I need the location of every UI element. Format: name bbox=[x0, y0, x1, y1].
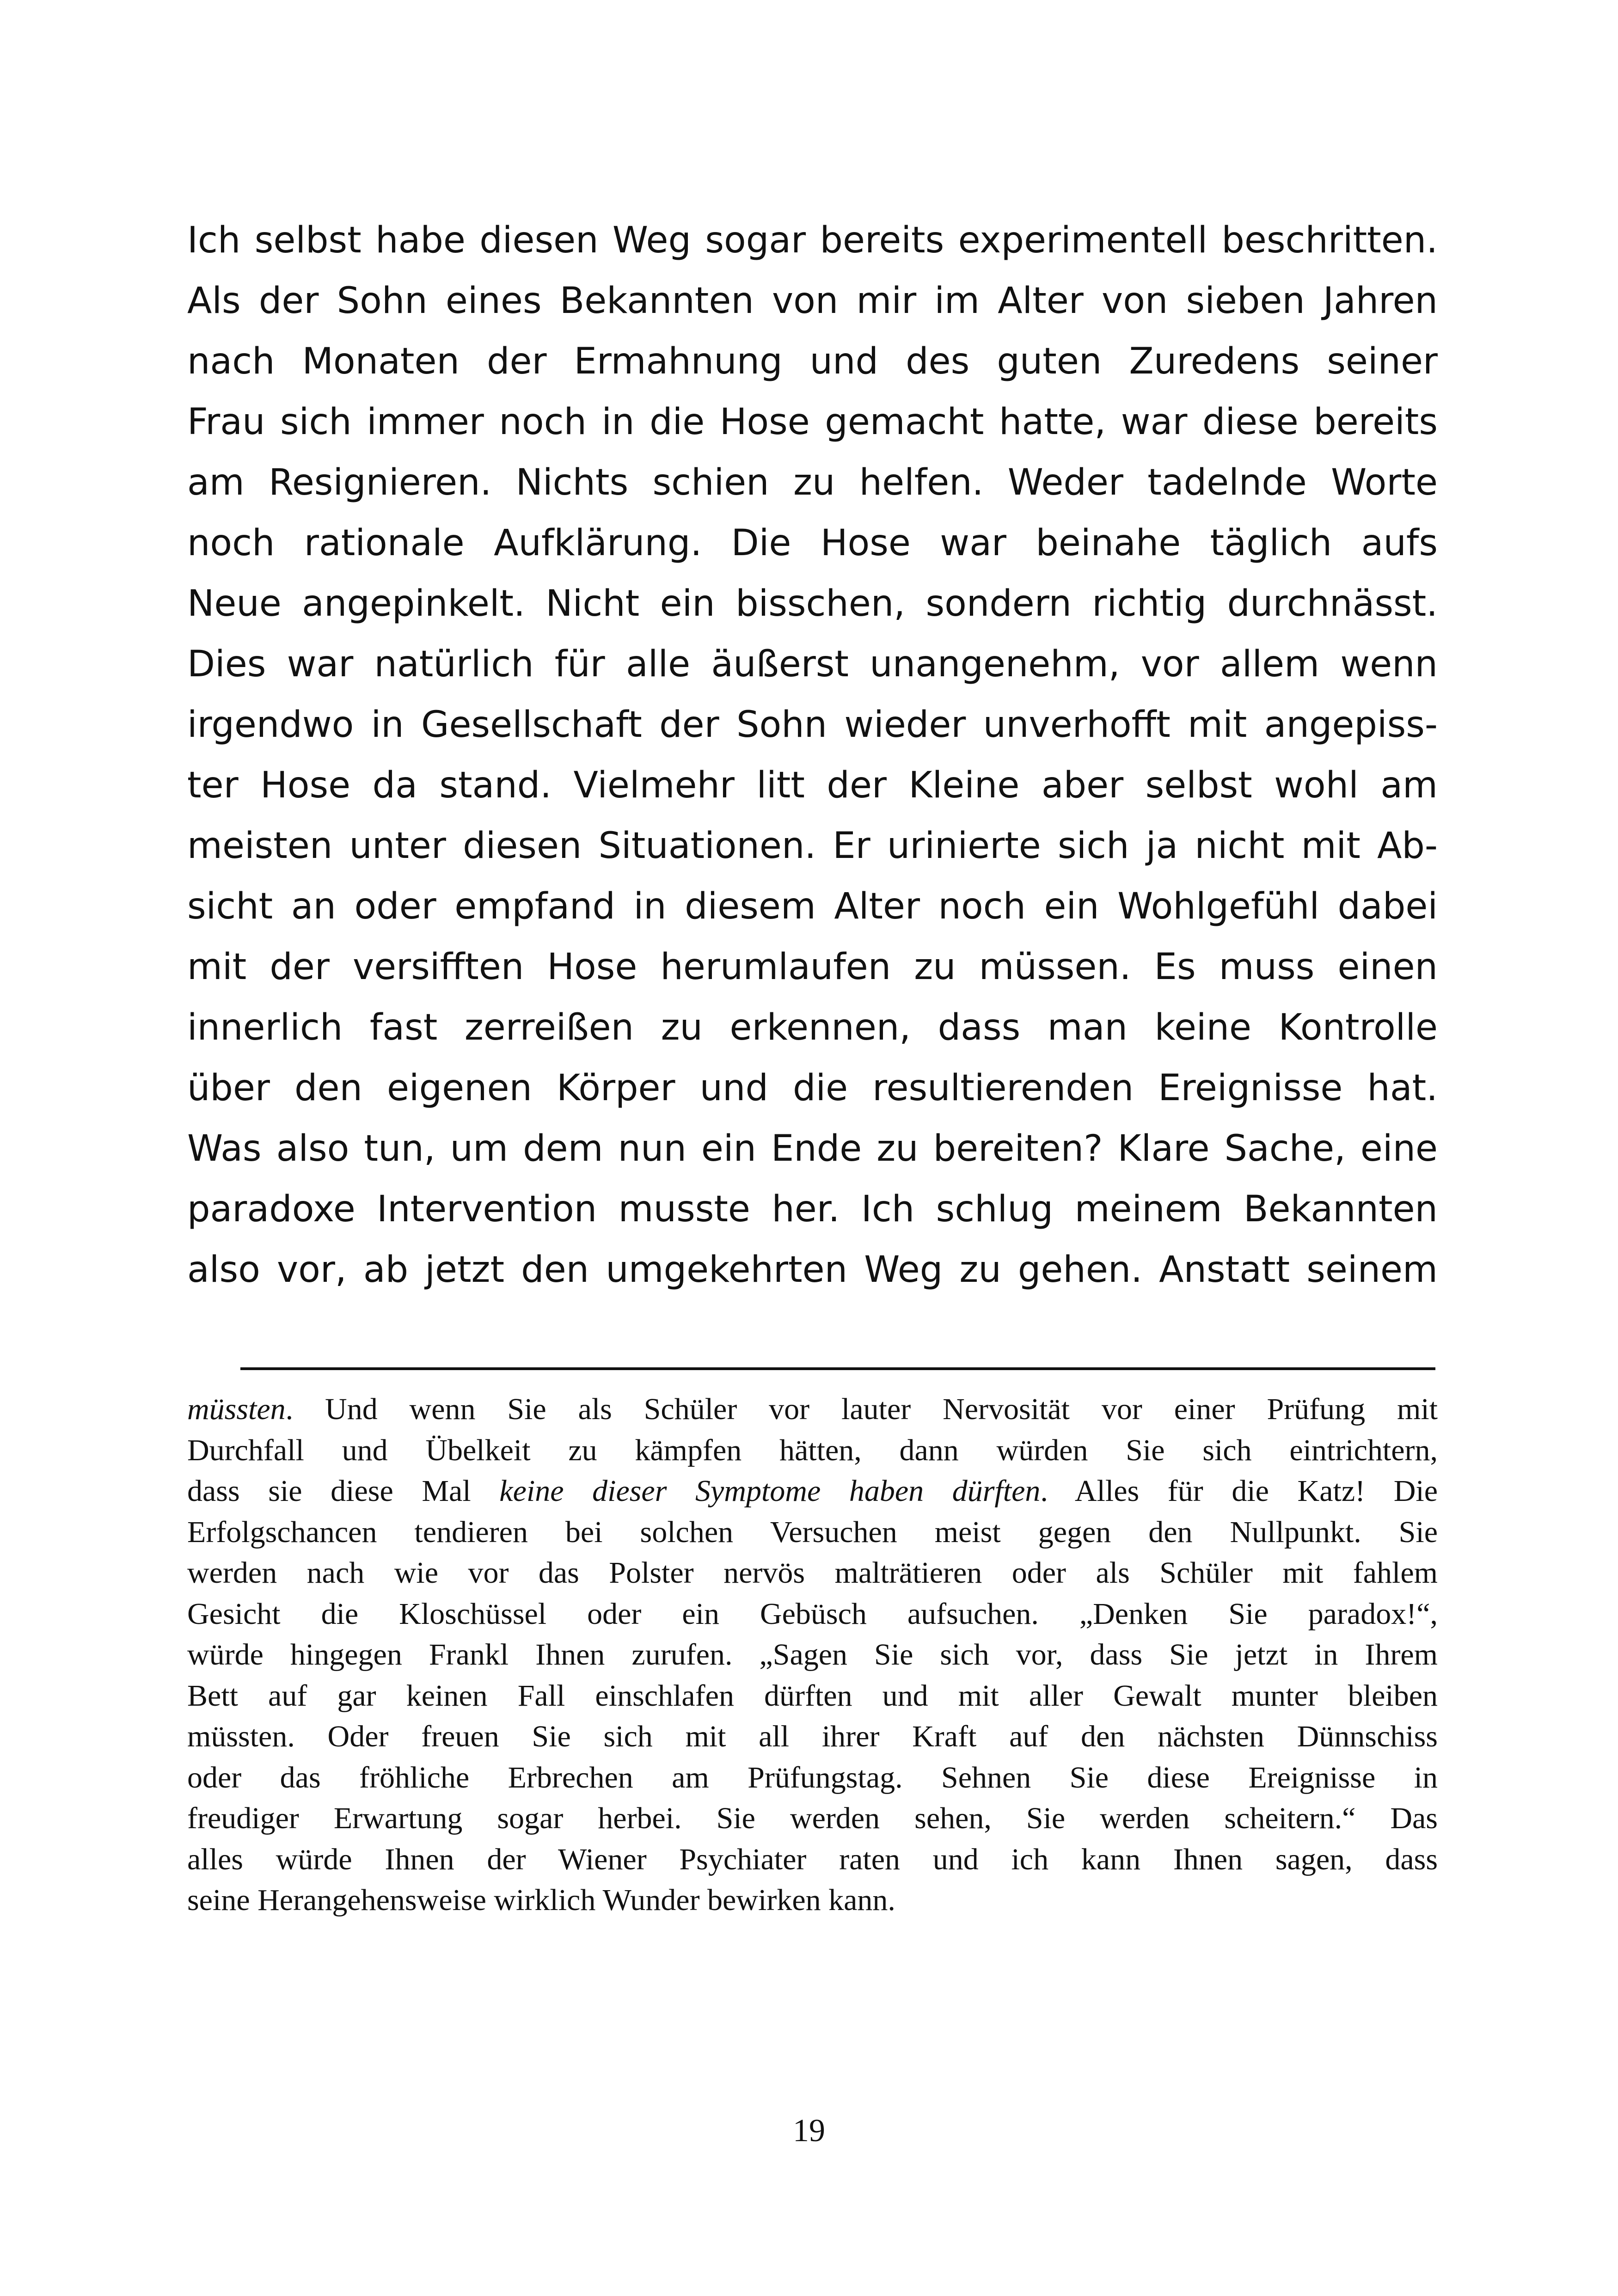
text-line: am Resignieren. Nichts schien zu helfen. Weder tadelnde Worte bbox=[187, 462, 1438, 503]
footnote-line: Erfolgschancen tendieren bei solchen Versuchen meist gegen den Nullpunkt. Sie bbox=[187, 1515, 1438, 1549]
page-number: 19 bbox=[793, 2113, 825, 2149]
footnote-emphasis: keine dieser Symptome haben dürften bbox=[499, 1474, 1041, 1508]
text-line: Ich selbst habe diesen Weg sogar bereits experimentell beschritten. bbox=[187, 220, 1438, 261]
text-line: also vor, ab jetzt den umgekehrten Weg zu gehen. Anstatt seinem bbox=[187, 1249, 1438, 1291]
footnote-line: Durchfall und Übelkeit zu kämpfen hätten, dann würden Sie sich eintrichtern, bbox=[187, 1433, 1438, 1467]
text-line: noch rationale Aufklärung. Die Hose war beinahe täglich aufs bbox=[187, 522, 1438, 564]
main-text bbox=[187, 210, 1438, 1300]
footnote-line: Bett auf gar keinen Fall einschlafen dürften und mit aller Gewalt munter bleiben bbox=[187, 1678, 1438, 1713]
footnote-divider bbox=[240, 1367, 1435, 1370]
footnote-line: dass sie diese Mal keine dieser Symptome haben dürften. Alles für die Katz! Die bbox=[187, 1474, 1438, 1508]
footnote-line: alles würde Ihnen der Wiener Psychiater raten und ich kann Ihnen sagen, dass bbox=[187, 1842, 1438, 1876]
footnote-line: oder das fröhliche Erbrechen am Prüfungstag. Sehnen Sie diese Ereignisse in bbox=[187, 1760, 1438, 1794]
text-line: irgendwo in Gesellschaft der Sohn wieder unverhofft mit angepiss- bbox=[187, 704, 1438, 746]
footnote-line: müssten. Und wenn Sie als Schüler vor lauter Nervosität vor einer Prüfung mit bbox=[187, 1392, 1438, 1426]
text-line: nach Monaten der Ermahnung und des guten Zuredens seiner bbox=[187, 341, 1438, 382]
text-line: ter Hose da stand. Vielmehr litt der Kleine aber selbst wohl am bbox=[187, 765, 1438, 806]
footnote-emphasis: müssten bbox=[187, 1392, 286, 1426]
footnote-line: seine Herangehensweise wirklich Wunder bewirken kann. bbox=[187, 1883, 895, 1917]
footnote-line: würde hingegen Frankl Ihnen zurufen. „Sagen Sie sich vor, dass Sie jetzt in Ihrem bbox=[187, 1638, 1438, 1671]
footnote bbox=[187, 1389, 1438, 1921]
text-line: mit der versifften Hose herumlaufen zu müssen. Es muss einen bbox=[187, 946, 1438, 988]
text-line: Was also tun, um dem nun ein Ende zu bereiten? Klare Sache, eine bbox=[187, 1128, 1438, 1169]
text-line: Neue angepinkelt. Nicht ein bisschen, sondern richtig durchnässt. bbox=[187, 583, 1438, 625]
text-line: Frau sich immer noch in die Hose gemacht hatte, war diese bereits bbox=[187, 401, 1438, 443]
text-line: über den eigenen Körper und die resultierenden Ereignisse hat. bbox=[187, 1067, 1438, 1109]
footnote-line: müssten. Oder freuen Sie sich mit all ihrer Kraft auf den nächsten Dünnschiss bbox=[187, 1720, 1438, 1753]
footnote-line: freudiger Erwartung sogar herbei. Sie werden sehen, Sie werden scheitern.“ Das bbox=[187, 1801, 1438, 1835]
text-line: Als der Sohn eines Bekannten von mir im Alter von sieben Jahren bbox=[187, 280, 1438, 322]
text-line: sicht an oder empfand in diesem Alter noch ein Wohlgefühl dabei bbox=[187, 886, 1438, 927]
footnote-line: Gesicht die Kloschüssel oder ein Gebüsch aufsuchen. „Denken Sie paradox!“, bbox=[187, 1597, 1438, 1631]
text-line: meisten unter diesen Situationen. Er urinierte sich ja nicht mit Ab- bbox=[187, 825, 1438, 867]
text-line: Dies war natürlich für alle äußerst unangenehm, vor allem wenn bbox=[187, 643, 1438, 685]
text-line: innerlich fast zerreißen zu erkennen, dass man keine Kontrolle bbox=[187, 1007, 1438, 1048]
text-line: paradoxe Intervention musste her. Ich schlug meinem Bekannten bbox=[187, 1188, 1438, 1230]
footnote-line: werden nach wie vor das Polster nervös malträtieren oder als Schüler mit fahlem bbox=[187, 1556, 1438, 1590]
